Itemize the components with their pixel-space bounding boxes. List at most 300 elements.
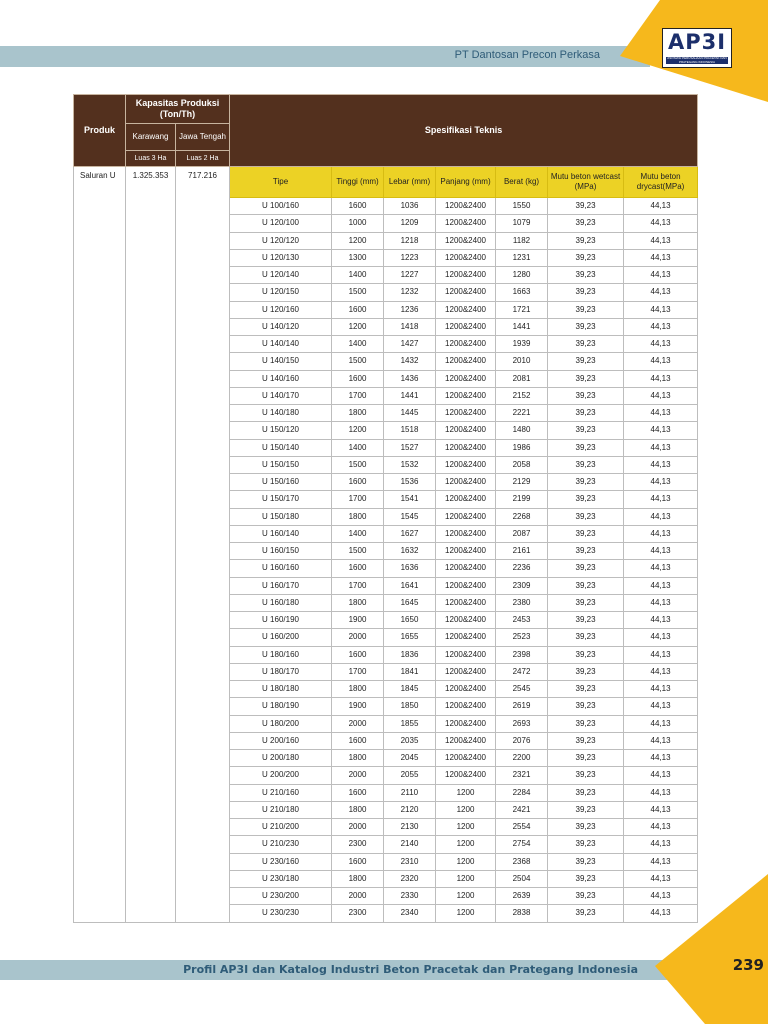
- cell-berat: 2284: [496, 784, 548, 801]
- cell-panjang: 1200&2400: [436, 370, 496, 387]
- cell-drycast: 44,13: [624, 646, 698, 663]
- cell-lebar: 1836: [384, 646, 436, 663]
- cell-tipe: U 200/160: [230, 732, 332, 749]
- cell-tinggi: 2000: [332, 819, 384, 836]
- cell-wetcast: 39,23: [548, 370, 624, 387]
- page-number: 239: [732, 956, 764, 974]
- cell-lebar: 1850: [384, 698, 436, 715]
- cell-berat: 1079: [496, 215, 548, 232]
- cell-lebar: 1227: [384, 267, 436, 284]
- cell-panjang: 1200&2400: [436, 405, 496, 422]
- cell-tipe: U 150/160: [230, 474, 332, 491]
- cell-wetcast: 39,23: [548, 439, 624, 456]
- logo-text: AP3I: [667, 30, 727, 54]
- cell-lebar: 1209: [384, 215, 436, 232]
- cell-lebar: 2120: [384, 801, 436, 818]
- cell-wetcast: 39,23: [548, 629, 624, 646]
- cell-wetcast: 39,23: [548, 853, 624, 870]
- cell-panjang: 1200&2400: [436, 301, 496, 318]
- cell-berat: 2398: [496, 646, 548, 663]
- cell-lebar: 1541: [384, 491, 436, 508]
- cell-berat: 2058: [496, 456, 548, 473]
- cell-berat: 1480: [496, 422, 548, 439]
- cell-berat: 2693: [496, 715, 548, 732]
- cell-panjang: 1200&2400: [436, 232, 496, 249]
- cell-lebar: 2330: [384, 888, 436, 905]
- cell-drycast: 44,13: [624, 750, 698, 767]
- column-header-row: [74, 167, 698, 198]
- cell-wetcast: 39,23: [548, 715, 624, 732]
- cell-wetcast: 39,23: [548, 387, 624, 404]
- cell-tipe: U 160/160: [230, 560, 332, 577]
- cell-panjang: 1200&2400: [436, 543, 496, 560]
- cell-tinggi: 2000: [332, 888, 384, 905]
- cell-berat: 1441: [496, 318, 548, 335]
- cell-tipe: U 150/140: [230, 439, 332, 456]
- cell-lebar: 1036: [384, 198, 436, 215]
- cell-wetcast: 39,23: [548, 836, 624, 853]
- cell-tinggi: 1700: [332, 491, 384, 508]
- cell-tinggi: 1300: [332, 249, 384, 266]
- cell-lebar: 1655: [384, 629, 436, 646]
- cell-wetcast: 39,23: [548, 232, 624, 249]
- cell-tinggi: 1500: [332, 456, 384, 473]
- cell-lebar: 1645: [384, 594, 436, 611]
- cell-tinggi: 1600: [332, 370, 384, 387]
- cell-wetcast: 39,23: [548, 215, 624, 232]
- cell-drycast: 44,13: [624, 612, 698, 629]
- cell-tinggi: 1700: [332, 577, 384, 594]
- cell-lebar: 1518: [384, 422, 436, 439]
- cell-lebar: 1223: [384, 249, 436, 266]
- cell-tipe: U 150/170: [230, 491, 332, 508]
- cell-drycast: 44,13: [624, 370, 698, 387]
- cell-drycast: 44,13: [624, 456, 698, 473]
- cell-panjang: 1200&2400: [436, 491, 496, 508]
- cell-berat: 2380: [496, 594, 548, 611]
- cell-lebar: 1841: [384, 663, 436, 680]
- cell-panjang: 1200: [436, 784, 496, 801]
- cell-wetcast: 39,23: [548, 888, 624, 905]
- cell-berat: 2754: [496, 836, 548, 853]
- cell-tipe: U 140/120: [230, 318, 332, 335]
- cell-lebar: 1232: [384, 284, 436, 301]
- cell-berat: 1986: [496, 439, 548, 456]
- cell-berat: 2504: [496, 870, 548, 887]
- cell-wetcast: 39,23: [548, 267, 624, 284]
- cell-wetcast: 39,23: [548, 560, 624, 577]
- cell-berat: 2087: [496, 525, 548, 542]
- cell-tipe: U 180/170: [230, 663, 332, 680]
- cell-panjang: 1200&2400: [436, 474, 496, 491]
- cell-lebar: 2045: [384, 750, 436, 767]
- cell-tipe: U 150/180: [230, 508, 332, 525]
- cell-wetcast: 39,23: [548, 284, 624, 301]
- cell-wetcast: 39,23: [548, 422, 624, 439]
- cell-panjang: 1200&2400: [436, 698, 496, 715]
- cell-berat: 1721: [496, 301, 548, 318]
- cell-wetcast: 39,23: [548, 698, 624, 715]
- cell-berat: 2545: [496, 681, 548, 698]
- cell-drycast: 44,13: [624, 853, 698, 870]
- cell-drycast: 44,13: [624, 594, 698, 611]
- cell-lebar: 2130: [384, 819, 436, 836]
- cell-tipe: U 120/100: [230, 215, 332, 232]
- cell-panjang: 1200: [436, 870, 496, 887]
- cell-panjang: 1200&2400: [436, 318, 496, 335]
- cell-drycast: 44,13: [624, 284, 698, 301]
- cell-berat: 2368: [496, 853, 548, 870]
- cell-tinggi: 1800: [332, 508, 384, 525]
- cell-tipe: U 160/180: [230, 594, 332, 611]
- cell-panjang: 1200&2400: [436, 629, 496, 646]
- col-tinggi: Tinggi (mm): [332, 167, 384, 198]
- cell-tipe: U 150/150: [230, 456, 332, 473]
- cell-panjang: 1200&2400: [436, 663, 496, 680]
- cell-tipe: U 230/160: [230, 853, 332, 870]
- cell-drycast: 44,13: [624, 249, 698, 266]
- cell-panjang: 1200&2400: [436, 439, 496, 456]
- cell-tipe: U 160/190: [230, 612, 332, 629]
- cell-panjang: 1200&2400: [436, 767, 496, 784]
- cell-panjang: 1200: [436, 888, 496, 905]
- cell-tinggi: 2000: [332, 715, 384, 732]
- cell-lebar: 1436: [384, 370, 436, 387]
- cell-tinggi: 1200: [332, 318, 384, 335]
- cell-lebar: 1527: [384, 439, 436, 456]
- cell-drycast: 44,13: [624, 232, 698, 249]
- cell-drycast: 44,13: [624, 663, 698, 680]
- cell-wetcast: 39,23: [548, 405, 624, 422]
- cell-wetcast: 39,23: [548, 784, 624, 801]
- cell-drycast: 44,13: [624, 577, 698, 594]
- cell-berat: 2268: [496, 508, 548, 525]
- cell-drycast: 44,13: [624, 198, 698, 215]
- cell-tipe: U 160/170: [230, 577, 332, 594]
- cell-wetcast: 39,23: [548, 681, 624, 698]
- cell-panjang: 1200&2400: [436, 715, 496, 732]
- cell-lebar: 1445: [384, 405, 436, 422]
- cell-berat: 1231: [496, 249, 548, 266]
- cell-drycast: 44,13: [624, 629, 698, 646]
- cell-tinggi: 1400: [332, 267, 384, 284]
- cell-tipe: U 100/160: [230, 198, 332, 215]
- cell-drycast: 44,13: [624, 715, 698, 732]
- cell-drycast: 44,13: [624, 439, 698, 456]
- cell-wetcast: 39,23: [548, 612, 624, 629]
- cell-tinggi: 1200: [332, 422, 384, 439]
- capacity-karawang: 1.325.353: [126, 167, 176, 923]
- cell-lebar: 2340: [384, 905, 436, 922]
- cell-berat: 2221: [496, 405, 548, 422]
- cell-wetcast: 39,23: [548, 543, 624, 560]
- cell-panjang: 1200&2400: [436, 577, 496, 594]
- cell-berat: 2523: [496, 629, 548, 646]
- cell-berat: 1939: [496, 336, 548, 353]
- cell-wetcast: 39,23: [548, 456, 624, 473]
- product-name: Saluran U: [74, 167, 126, 923]
- cell-tipe: U 180/200: [230, 715, 332, 732]
- cell-tipe: U 180/160: [230, 646, 332, 663]
- cell-panjang: 1200&2400: [436, 594, 496, 611]
- cell-drycast: 44,13: [624, 474, 698, 491]
- cell-tipe: U 210/180: [230, 801, 332, 818]
- cell-drycast: 44,13: [624, 905, 698, 922]
- cell-tipe: U 120/150: [230, 284, 332, 301]
- cell-berat: 2081: [496, 370, 548, 387]
- cell-berat: 2321: [496, 767, 548, 784]
- cell-tinggi: 1500: [332, 353, 384, 370]
- cell-tinggi: 1900: [332, 612, 384, 629]
- cell-berat: 2199: [496, 491, 548, 508]
- cell-tipe: U 230/200: [230, 888, 332, 905]
- cell-tinggi: 1800: [332, 594, 384, 611]
- cell-tinggi: 1800: [332, 801, 384, 818]
- cell-wetcast: 39,23: [548, 301, 624, 318]
- cell-berat: 2161: [496, 543, 548, 560]
- cell-panjang: 1200&2400: [436, 249, 496, 266]
- cell-tinggi: 1400: [332, 439, 384, 456]
- cell-drycast: 44,13: [624, 543, 698, 560]
- cell-drycast: 44,13: [624, 870, 698, 887]
- cell-berat: 2236: [496, 560, 548, 577]
- header-luas-jawa: Luas 2 Ha: [176, 151, 230, 167]
- cell-lebar: 1236: [384, 301, 436, 318]
- cell-wetcast: 39,23: [548, 249, 624, 266]
- cell-wetcast: 39,23: [548, 594, 624, 611]
- cell-drycast: 44,13: [624, 698, 698, 715]
- cell-drycast: 44,13: [624, 732, 698, 749]
- cell-tipe: U 140/140: [230, 336, 332, 353]
- cell-tinggi: 1600: [332, 646, 384, 663]
- cell-wetcast: 39,23: [548, 819, 624, 836]
- cell-drycast: 44,13: [624, 422, 698, 439]
- cell-lebar: 1855: [384, 715, 436, 732]
- header-karawang: Karawang: [126, 124, 176, 151]
- cell-lebar: 1845: [384, 681, 436, 698]
- cell-tinggi: 1400: [332, 336, 384, 353]
- cell-tipe: U 160/150: [230, 543, 332, 560]
- cell-panjang: 1200&2400: [436, 560, 496, 577]
- col-tipe: Tipe: [230, 167, 332, 198]
- col-berat: Berat (kg): [496, 167, 548, 198]
- cell-tinggi: 1800: [332, 405, 384, 422]
- cell-panjang: 1200&2400: [436, 284, 496, 301]
- cell-tipe: U 120/140: [230, 267, 332, 284]
- cell-lebar: 2320: [384, 870, 436, 887]
- cell-tipe: U 120/120: [230, 232, 332, 249]
- cell-drycast: 44,13: [624, 836, 698, 853]
- cell-tipe: U 230/230: [230, 905, 332, 922]
- cell-panjang: 1200: [436, 905, 496, 922]
- cell-lebar: 1545: [384, 508, 436, 525]
- cell-drycast: 44,13: [624, 405, 698, 422]
- cell-berat: 1550: [496, 198, 548, 215]
- col-lebar: Lebar (mm): [384, 167, 436, 198]
- cell-drycast: 44,13: [624, 560, 698, 577]
- cell-tinggi: 1600: [332, 853, 384, 870]
- cell-wetcast: 39,23: [548, 336, 624, 353]
- cell-berat: 2639: [496, 888, 548, 905]
- cell-berat: 2453: [496, 612, 548, 629]
- cell-tipe: U 210/200: [230, 819, 332, 836]
- cell-wetcast: 39,23: [548, 508, 624, 525]
- cell-berat: 2421: [496, 801, 548, 818]
- cell-tipe: U 140/180: [230, 405, 332, 422]
- header-jawa-tengah: Jawa Tengah: [176, 124, 230, 151]
- cell-tinggi: 1800: [332, 681, 384, 698]
- cell-wetcast: 39,23: [548, 750, 624, 767]
- cell-panjang: 1200&2400: [436, 353, 496, 370]
- cell-berat: 2619: [496, 698, 548, 715]
- cell-wetcast: 39,23: [548, 474, 624, 491]
- cell-lebar: 2110: [384, 784, 436, 801]
- cell-drycast: 44,13: [624, 525, 698, 542]
- company-name: PT Dantosan Precon Perkasa: [454, 49, 600, 61]
- cell-panjang: 1200: [436, 801, 496, 818]
- cell-tipe: U 140/160: [230, 370, 332, 387]
- cell-tipe: U 200/180: [230, 750, 332, 767]
- cell-panjang: 1200&2400: [436, 267, 496, 284]
- cell-drycast: 44,13: [624, 508, 698, 525]
- cell-panjang: 1200&2400: [436, 525, 496, 542]
- cell-lebar: 2140: [384, 836, 436, 853]
- cell-drycast: 44,13: [624, 888, 698, 905]
- cell-tinggi: 2300: [332, 836, 384, 853]
- cell-panjang: 1200&2400: [436, 215, 496, 232]
- cell-drycast: 44,13: [624, 784, 698, 801]
- cell-drycast: 44,13: [624, 301, 698, 318]
- cell-panjang: 1200&2400: [436, 422, 496, 439]
- cell-berat: 2129: [496, 474, 548, 491]
- cell-panjang: 1200&2400: [436, 198, 496, 215]
- cell-lebar: 1536: [384, 474, 436, 491]
- cell-tipe: U 210/160: [230, 784, 332, 801]
- cell-berat: 1182: [496, 232, 548, 249]
- cell-lebar: 1432: [384, 353, 436, 370]
- cell-tipe: U 230/180: [230, 870, 332, 887]
- cell-wetcast: 39,23: [548, 767, 624, 784]
- cell-panjang: 1200&2400: [436, 387, 496, 404]
- cell-lebar: 1532: [384, 456, 436, 473]
- cell-panjang: 1200&2400: [436, 681, 496, 698]
- cell-tinggi: 1600: [332, 732, 384, 749]
- cell-drycast: 44,13: [624, 681, 698, 698]
- header-kapasitas: Kapasitas Produksi (Ton/Th): [126, 95, 230, 124]
- col-panjang: Panjang (mm): [436, 167, 496, 198]
- cell-berat: 2309: [496, 577, 548, 594]
- cell-panjang: 1200&2400: [436, 456, 496, 473]
- col-mutu-drycast: Mutu beton drycast(MPa): [624, 167, 698, 198]
- header-spesifikasi: Spesifikasi Teknis: [230, 95, 698, 167]
- cell-drycast: 44,13: [624, 353, 698, 370]
- cell-tinggi: 1600: [332, 301, 384, 318]
- cell-lebar: 1441: [384, 387, 436, 404]
- cell-tinggi: 1700: [332, 387, 384, 404]
- cell-lebar: 1418: [384, 318, 436, 335]
- cell-panjang: 1200&2400: [436, 750, 496, 767]
- ap3i-logo: [662, 28, 732, 68]
- header-luas-karawang: Luas 3 Ha: [126, 151, 176, 167]
- cell-wetcast: 39,23: [548, 525, 624, 542]
- footer-title: Profil AP3I dan Katalog Industri Beton Pracetak dan Prategang Indonesia: [183, 963, 638, 976]
- col-mutu-wetcast: Mutu beton wetcast (MPa): [548, 167, 624, 198]
- cell-tinggi: 1800: [332, 870, 384, 887]
- capacity-jawa-tengah: 717.216: [176, 167, 230, 923]
- cell-drycast: 44,13: [624, 801, 698, 818]
- cell-tinggi: 2300: [332, 905, 384, 922]
- cell-tinggi: 1800: [332, 750, 384, 767]
- cell-tinggi: 1500: [332, 543, 384, 560]
- cell-tipe: U 140/170: [230, 387, 332, 404]
- cell-lebar: 1650: [384, 612, 436, 629]
- cell-drycast: 44,13: [624, 318, 698, 335]
- cell-panjang: 1200&2400: [436, 646, 496, 663]
- cell-tinggi: 1000: [332, 215, 384, 232]
- header-produk: Produk: [74, 95, 126, 167]
- cell-lebar: 1627: [384, 525, 436, 542]
- cell-berat: 2554: [496, 819, 548, 836]
- cell-berat: 1280: [496, 267, 548, 284]
- cell-berat: 2076: [496, 732, 548, 749]
- cell-tinggi: 1500: [332, 284, 384, 301]
- logo-subtext: ASOSIASI PERUSAHAAN PRACETAK DAN PRATEGANG INDONESIA: [667, 57, 727, 64]
- cell-lebar: 2055: [384, 767, 436, 784]
- cell-panjang: 1200&2400: [436, 508, 496, 525]
- cell-tipe: U 180/180: [230, 681, 332, 698]
- cell-berat: 2152: [496, 387, 548, 404]
- cell-berat: 1663: [496, 284, 548, 301]
- cell-drycast: 44,13: [624, 215, 698, 232]
- cell-tinggi: 1600: [332, 474, 384, 491]
- cell-berat: 2472: [496, 663, 548, 680]
- cell-drycast: 44,13: [624, 387, 698, 404]
- cell-lebar: 2310: [384, 853, 436, 870]
- cell-berat: 2010: [496, 353, 548, 370]
- cell-wetcast: 39,23: [548, 905, 624, 922]
- cell-tinggi: 1600: [332, 784, 384, 801]
- cell-tipe: U 210/230: [230, 836, 332, 853]
- cell-lebar: 2035: [384, 732, 436, 749]
- cell-berat: 2200: [496, 750, 548, 767]
- cell-wetcast: 39,23: [548, 491, 624, 508]
- cell-drycast: 44,13: [624, 819, 698, 836]
- cell-wetcast: 39,23: [548, 198, 624, 215]
- spec-table: [73, 94, 698, 923]
- cell-tipe: U 120/130: [230, 249, 332, 266]
- cell-tinggi: 2000: [332, 767, 384, 784]
- cell-tinggi: 1400: [332, 525, 384, 542]
- cell-berat: 2838: [496, 905, 548, 922]
- cell-lebar: 1641: [384, 577, 436, 594]
- cell-panjang: 1200: [436, 836, 496, 853]
- cell-drycast: 44,13: [624, 336, 698, 353]
- cell-wetcast: 39,23: [548, 663, 624, 680]
- cell-wetcast: 39,23: [548, 870, 624, 887]
- cell-tinggi: 1200: [332, 232, 384, 249]
- cell-drycast: 44,13: [624, 491, 698, 508]
- cell-panjang: 1200&2400: [436, 732, 496, 749]
- cell-lebar: 1632: [384, 543, 436, 560]
- cell-lebar: 1636: [384, 560, 436, 577]
- cell-tipe: U 180/190: [230, 698, 332, 715]
- cell-lebar: 1427: [384, 336, 436, 353]
- cell-panjang: 1200: [436, 819, 496, 836]
- cell-tipe: U 150/120: [230, 422, 332, 439]
- cell-tinggi: 1700: [332, 663, 384, 680]
- cell-tipe: U 140/150: [230, 353, 332, 370]
- cell-lebar: 1218: [384, 232, 436, 249]
